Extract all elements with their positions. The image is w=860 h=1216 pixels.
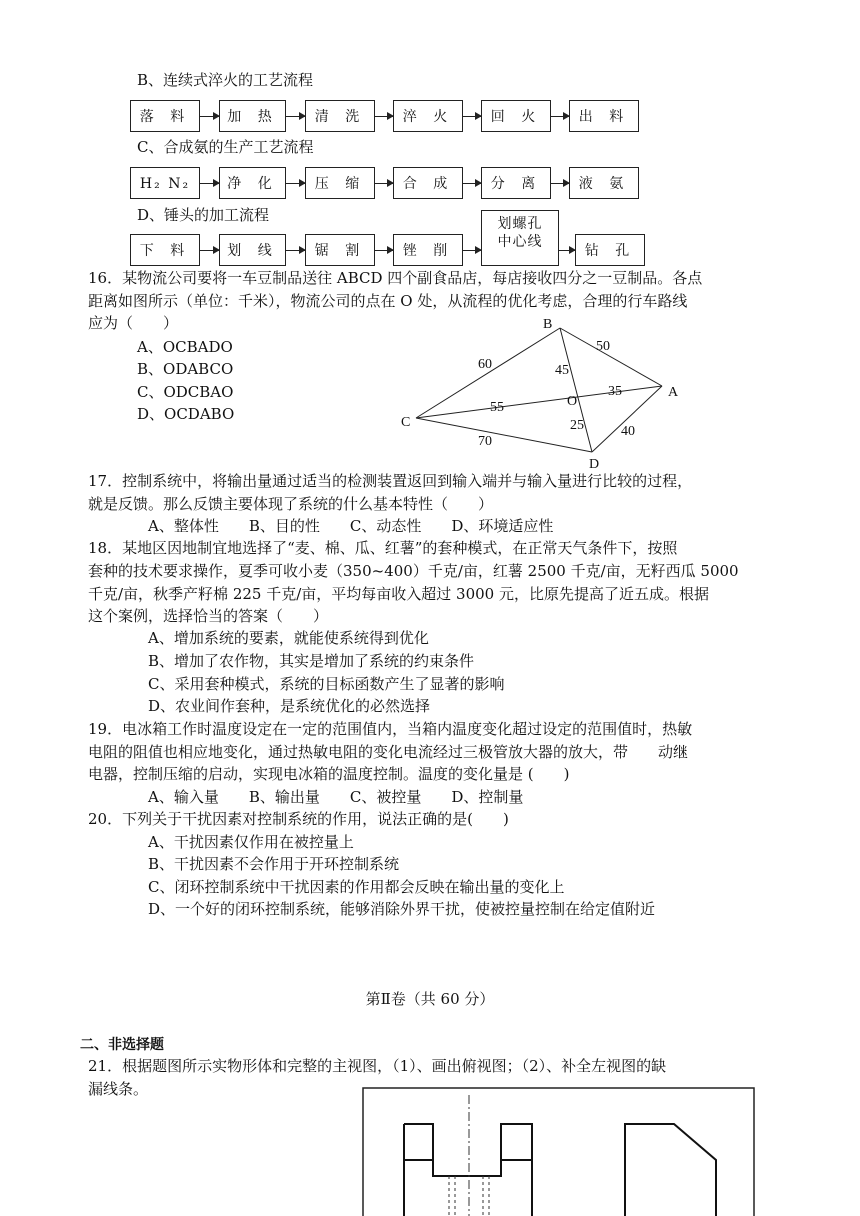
flow-d-title: D、锤头的加工流程 xyxy=(137,206,270,224)
point-d-label: D xyxy=(589,457,600,472)
q19-stem-line1: 19．电冰箱工作时温度设定在一定的范围值内，当箱内温度变化超过设定的范围值时，热敏 xyxy=(88,720,693,738)
flow-step: 清 洗 xyxy=(305,100,375,132)
q17-options: A、整体性 B、目的性 C、动态性 D、环境适应性 xyxy=(148,517,554,535)
flow-step: 锯 割 xyxy=(305,234,375,266)
q20-option-a: A、干扰因素仅作用在被控量上 xyxy=(148,833,354,851)
flow-step: 液 氨 xyxy=(569,167,639,199)
flow-arrow xyxy=(375,116,393,117)
section-heading: 二、非选择题 xyxy=(80,1037,164,1053)
distance-cb: 60 xyxy=(478,357,492,372)
q16-stem-line3: 应为（ ） xyxy=(88,314,179,332)
part2-title: 第Ⅱ卷（共 60 分） xyxy=(365,990,495,1008)
flow-arrow xyxy=(375,250,393,251)
flow-arrow xyxy=(200,116,219,117)
distance-od: 25 xyxy=(570,418,584,433)
distance-network-figure xyxy=(390,312,700,472)
q18-stem-line3: 千克/亩，秋季产籽棉 225 千克/亩，平均每亩收入超过 3000 元，比原先提高了近五成。根据 xyxy=(88,585,709,603)
flow-step: H₂ N₂ xyxy=(130,167,200,199)
q20-option-c: C、闭环控制系统中干扰因素的作用都会反映在输出量的变化上 xyxy=(148,878,565,896)
q16-option-a: A、OCBADO xyxy=(137,338,233,356)
q16-option-b: B、ODABCO xyxy=(137,360,234,378)
flow-arrow xyxy=(200,183,219,184)
flow-b-title: B、连续式淬火的工艺流程 xyxy=(137,71,314,89)
point-o-label: O xyxy=(567,394,578,409)
q20-option-d: D、一个好的闭环控制系统，能够消除外界干扰，使被控量控制在给定值附近 xyxy=(148,900,656,918)
q16-stem-line2: 距离如图所示（单位：千米），物流公司的点在 O 处，从流程的优化考虑，合理的行车路线 xyxy=(88,292,688,310)
flow-arrow xyxy=(375,183,393,184)
flow-arrow xyxy=(559,250,575,251)
flow-arrow xyxy=(463,250,481,251)
flow-step: 净 化 xyxy=(219,167,286,199)
point-b-label: B xyxy=(543,317,553,332)
flow-c-title: C、合成氨的生产工艺流程 xyxy=(137,138,314,156)
point-c-label: C xyxy=(401,415,411,430)
q18-option-d: D、农业间作套种，是系统优化的必然选择 xyxy=(148,697,431,715)
flow-step: 划螺孔 中心线 xyxy=(481,210,559,266)
q18-option-b: B、增加了农作物，其实是增加了系统的约束条件 xyxy=(148,652,475,670)
flow-arrow xyxy=(551,116,569,117)
distance-bo: 45 xyxy=(555,363,569,378)
q18-option-c: C、采用套种模式，系统的目标函数产生了显著的影响 xyxy=(148,675,505,693)
flow-step: 淬 火 xyxy=(393,100,463,132)
q19-stem-line3: 电器，控制压缩的启动，实现电冰箱的温度控制。温度的变化量是 ( ) xyxy=(88,765,570,783)
flow-arrow xyxy=(200,250,219,251)
flow-step: 划 线 xyxy=(219,234,286,266)
q19-options: A、输入量 B、输出量 C、被控量 D、控制量 xyxy=(148,788,524,806)
q16-option-d: D、OCDABO xyxy=(137,405,235,423)
q18-stem-line2: 套种的技术要求操作，夏季可收小麦（350~400）千克/亩，红薯 2500 千克/亩，无籽西瓜 5000 xyxy=(88,562,739,580)
q21-stem-line2: 漏线条。 xyxy=(88,1080,149,1098)
flow-arrow xyxy=(463,183,481,184)
flow-step: 回 火 xyxy=(481,100,551,132)
flow-arrow xyxy=(463,116,481,117)
flow-step: 出 料 xyxy=(569,100,639,132)
distance-ba: 50 xyxy=(596,339,610,354)
distance-co: 55 xyxy=(490,400,504,415)
distance-ad: 40 xyxy=(621,424,635,439)
flow-step: 分 离 xyxy=(481,167,551,199)
q18-stem-line1: 18．某地区因地制宜地选择了“麦、棉、瓜、红薯”的套种模式，在正常天气条件下，按照 xyxy=(88,539,678,557)
flow-arrow xyxy=(286,116,305,117)
flow-step: 钻 孔 xyxy=(575,234,645,266)
distance-oa: 35 xyxy=(608,384,622,399)
q16-option-c: C、ODCBAO xyxy=(137,383,234,401)
q21-stem-line1: 21．根据题图所示实物形体和完整的主视图，（1）、画出俯视图；（2）、补全左视图的缺 xyxy=(88,1057,667,1075)
q16-stem-line1: 16．某物流公司要将一车豆制品送往 ABCD 四个副食品店，每店接收四分之一豆制品。各点 xyxy=(88,269,703,287)
flow-arrow xyxy=(286,250,305,251)
flow-step: 下 料 xyxy=(130,234,200,266)
q20-option-b: B、干扰因素不会作用于开环控制系统 xyxy=(148,855,400,873)
flow-step: 落 料 xyxy=(130,100,200,132)
flow-arrow xyxy=(286,183,305,184)
flow-arrow xyxy=(551,183,569,184)
flow-step: 锉 削 xyxy=(393,234,463,266)
distance-cd: 70 xyxy=(478,434,492,449)
flow-step: 合 成 xyxy=(393,167,463,199)
left-view xyxy=(625,1124,716,1216)
flow-step: 压 缩 xyxy=(305,167,375,199)
q20-stem: 20．下列关于干扰因素对控制系统的作用，说法正确的是( ) xyxy=(88,810,509,828)
flow-step: 加 热 xyxy=(219,100,286,132)
point-a-label: A xyxy=(668,385,679,400)
q17-stem-line2: 就是反馈。那么反馈主要体现了系统的什么基本特性（ ） xyxy=(88,495,494,513)
front-view xyxy=(404,1124,532,1216)
q17-stem-line1: 17．控制系统中，将输出量通过适当的检测装置返回到输入端并与输入量进行比较的过程， xyxy=(88,472,693,490)
q18-stem-line4: 这个案例，选择恰当的答案（ ） xyxy=(88,607,329,625)
q18-option-a: A、增加系统的要素，就能使系统得到优化 xyxy=(148,629,429,647)
orthographic-views-figure xyxy=(362,1087,756,1216)
q19-stem-line2: 电阻的阻值也相应地变化，通过热敏电阻的变化电流经过三极管放大器的放大，带 动继 xyxy=(88,743,689,761)
